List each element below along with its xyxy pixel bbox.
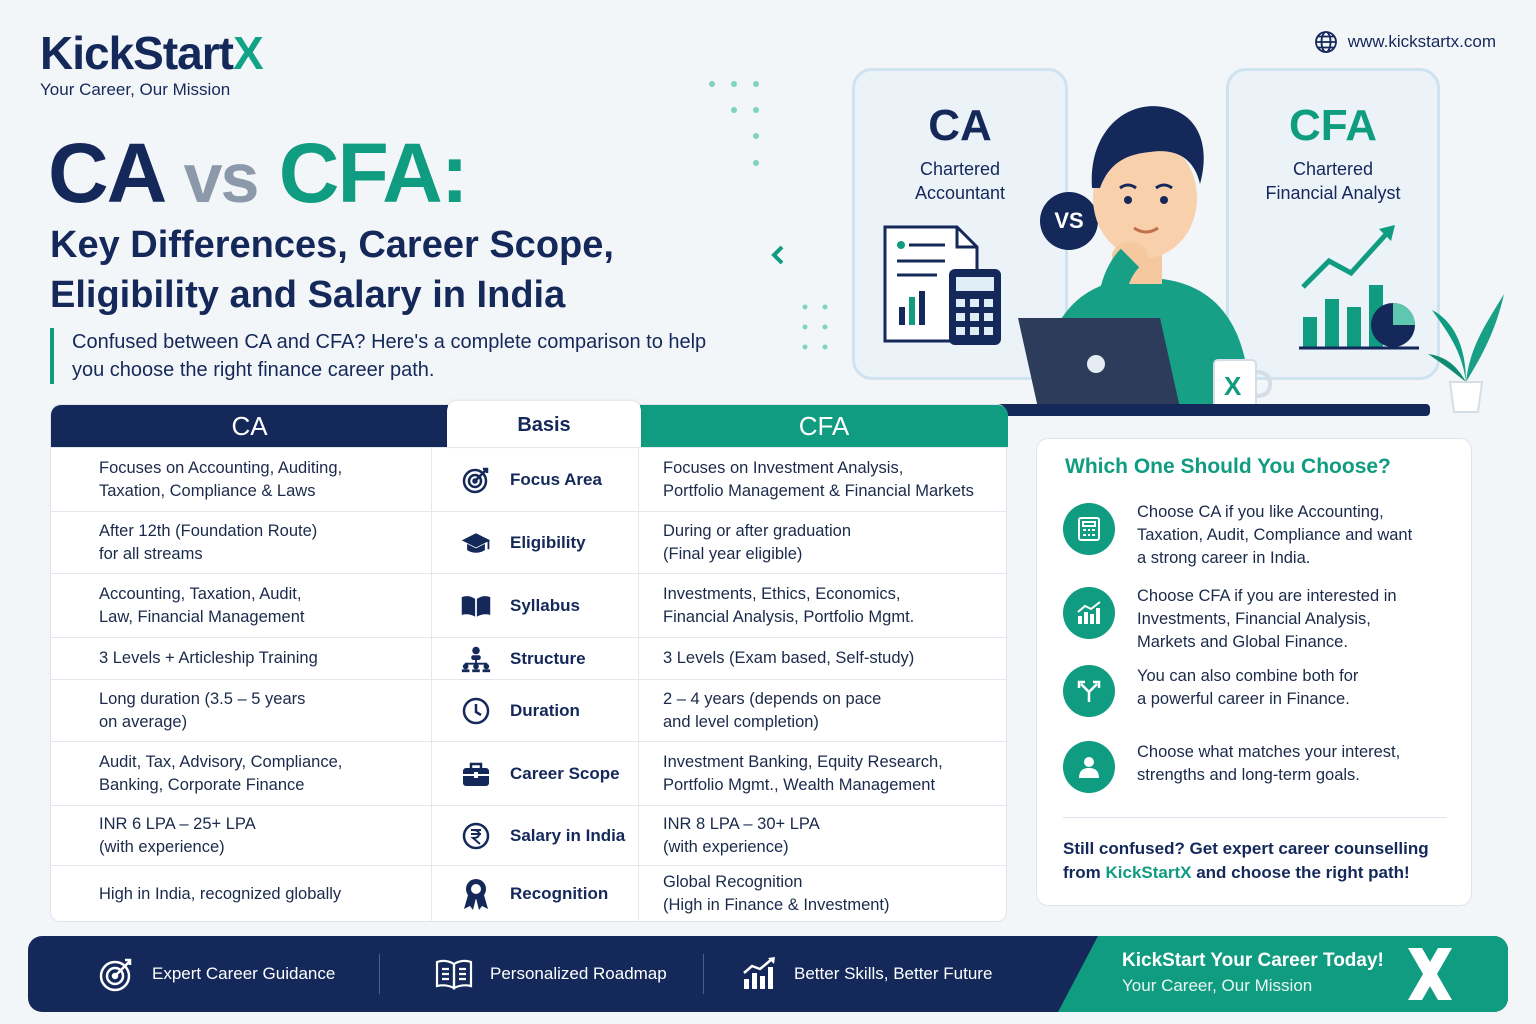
student-illustration: [1000, 88, 1290, 410]
briefcase-icon: [460, 758, 492, 790]
choose-item: Choose what matches your interest, strengths and long-term goals.: [1063, 741, 1447, 793]
cfa-card-subtitle: Chartered Financial Analyst: [1265, 159, 1401, 203]
book-icon: [460, 590, 492, 622]
graduation-cap-icon: [460, 527, 492, 559]
table-row: 3 Levels + Articleship Training Structure 3 Levels (Exam based, Self-study): [51, 637, 1006, 679]
target-icon: [98, 955, 136, 993]
open-book-icon: [434, 957, 474, 991]
table-row: After 12th (Foundation Route) for all streams Eligibility During or after graduation (Final year eligible): [51, 511, 1006, 573]
table-row: Accounting, Taxation, Audit, Law, Financial Management Syllabus Investments, Ethics, Economics, Financial Analysis, Portfolio Mgmt.: [51, 573, 1006, 637]
table-header-basis: Basis: [447, 401, 641, 449]
counselling-cta[interactable]: Still confused? Get expert career counselling from KickStartX and choose the right path!: [1063, 839, 1429, 882]
choose-item: You can also combine both for a powerful career in Finance.: [1063, 665, 1447, 717]
user-icon: [1063, 741, 1115, 793]
split-arrows-icon: [1063, 665, 1115, 717]
table-row: High in India, recognized globally Recognition Global Recognition (High in Finance & Investment): [51, 865, 1006, 922]
footer-item-roadmap: Personalized Roadmap: [434, 936, 667, 1012]
ca-card-title: CA: [928, 101, 992, 150]
website-url: www.kickstartx.com: [1347, 32, 1496, 51]
intro-text: Confused between CA and CFA? Here's a complete comparison to help you choose the right finance career path.: [50, 328, 750, 384]
document-calculator-icon: [881, 221, 1011, 351]
table-row: Audit, Tax, Advisory, Compliance, Banking, Corporate Finance Career Scope Investment Banking, Equity Research, Portfolio Mgmt., Wealth Management: [51, 741, 1006, 805]
clock-icon: [460, 695, 492, 727]
growth-chart-icon: [1063, 587, 1115, 639]
svg-text:X: X: [1224, 371, 1242, 401]
brand-logo[interactable]: [40, 28, 263, 100]
divider: [1063, 817, 1447, 818]
plant-icon: [1426, 290, 1506, 416]
table-header-ca: CA: [51, 405, 448, 447]
footer-cta-tagline: Your Career, Our Mission: [1122, 976, 1313, 995]
hierarchy-icon: [460, 643, 492, 675]
footer-bar: [28, 936, 1508, 1012]
footer-divider: [703, 954, 704, 994]
desk: [960, 404, 1430, 416]
brand-tagline: Your Career, Our Mission: [40, 80, 231, 99]
table-row: INR 6 LPA – 25+ LPA (with experience) Salary in India INR 8 LPA – 30+ LPA (with experience): [51, 805, 1006, 865]
cfa-card-title: CFA: [1289, 101, 1377, 150]
website-link[interactable]: [1314, 30, 1496, 54]
target-icon: [460, 464, 492, 496]
kickstartx-x-logo: [1404, 944, 1456, 1004]
footer-item-guidance: Expert Career Guidance: [98, 936, 335, 1012]
footer-cta-title[interactable]: KickStart Your Career Today!: [1122, 950, 1384, 971]
table-row: Focuses on Accounting, Auditing, Taxation, Compliance & Laws Focus Area Focuses on Investment Analysis, Portfolio Management & Financial Markets: [51, 447, 1006, 511]
growth-chart-icon: [1299, 221, 1419, 351]
page-subtitle: Key Differences, Career Scope, Eligibility and Salary in India: [50, 224, 614, 316]
choose-item: Choose CA if you like Accounting, Taxation, Audit, Compliance and want a strong career in India.: [1063, 501, 1447, 570]
choose-title: Which One Should You Choose?: [1065, 455, 1391, 478]
calculator-icon: [1063, 503, 1115, 555]
page-title: CA vs CFA:: [48, 126, 467, 220]
growth-chart-icon: [742, 957, 778, 991]
brand-name: KickStartX: [40, 27, 263, 79]
choose-item: Choose CFA if you are interested in Investments, Financial Analysis, Markets and Global Finance.: [1063, 585, 1447, 654]
ca-card-subtitle: Chartered Accountant: [914, 159, 1006, 203]
globe-icon: [1314, 30, 1338, 54]
footer-item-skills: Better Skills, Better Future: [742, 936, 992, 1012]
award-icon: [460, 878, 492, 910]
choose-panel: [1036, 438, 1472, 906]
table-header-cfa: CFA: [640, 405, 1008, 447]
table-row: Long duration (3.5 – 5 years on average) Duration 2 – 4 years (depends on pace and level completion): [51, 679, 1006, 741]
footer-divider: [379, 954, 380, 994]
vs-badge: VS: [1040, 192, 1098, 250]
comparison-table: [50, 404, 1007, 922]
rupee-icon: [460, 820, 492, 852]
